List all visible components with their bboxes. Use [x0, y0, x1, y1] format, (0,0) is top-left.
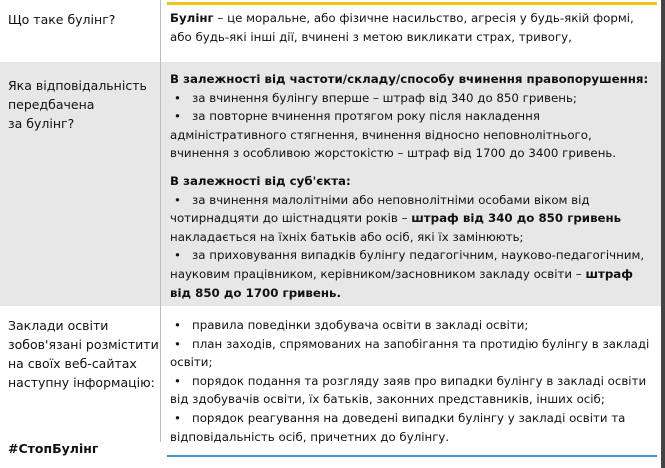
row-institutions	[0, 306, 665, 442]
bullet-mark: •	[174, 248, 181, 263]
bullet-mark: •	[174, 336, 181, 351]
list-item-text: за вчинення булінгу вперше – штраф від 340 до 850 гривень;	[192, 90, 577, 105]
list-item	[170, 107, 650, 163]
list-item-text: накладається на їхніх батьків або осіб, які їх замінюють;	[170, 229, 524, 244]
block2-heading: В залежності від суб'єкта:	[170, 173, 351, 188]
list-item	[170, 89, 650, 108]
row-definition	[0, 0, 665, 62]
list-item	[170, 191, 650, 247]
question-text: Що таке булінг?	[8, 12, 116, 27]
bullet-mark: •	[174, 318, 181, 332]
list-item-text: порядок реагування на доведені випадки булінгу у закладі освіти та відповідальність осіб, причетних до булінгу.	[170, 410, 626, 444]
list-item	[170, 409, 650, 446]
block1-heading: В залежності від частоти/складу/способу вчинення правопорушення:	[170, 72, 649, 86]
definition-text	[170, 9, 650, 46]
bullet-mark: •	[174, 373, 181, 388]
bullet-mark: •	[174, 90, 181, 105]
question-line: передбачена	[8, 97, 95, 112]
institutions-content	[170, 316, 650, 446]
list-item	[170, 372, 650, 409]
question-responsibility	[8, 76, 147, 133]
bullet-mark: •	[174, 109, 181, 124]
list-item	[170, 246, 650, 302]
list-item	[170, 335, 650, 372]
question-institutions	[8, 316, 159, 392]
responsibility-content	[170, 70, 650, 302]
question-line: Заклади освіти	[8, 318, 109, 333]
question-line: Яка відповідальність	[8, 78, 147, 93]
column-divider	[160, 0, 161, 442]
list-item-text: порядок подання та розгляду заяв про випадки булінгу в закладі освіти від здобувачів освіти, їх батьків, законних представників, інших осіб;	[170, 373, 647, 407]
fine-amount: штраф від 340 до 850 гривень	[411, 211, 622, 226]
definition-term: Булінг	[170, 11, 214, 25]
row-responsibility	[0, 62, 665, 306]
list-item-text: план заходів, спрямованих на запобігання та протидію булінгу в закладі освіти;	[170, 336, 650, 370]
question-what-is-bullying	[8, 10, 115, 29]
list-item-text: за повторне вчинення протягом року після накладення адміністративного стягнення, вчинення відносно неповнолітнього, вчинення з особливою жорстокістю – штраф від 1700 до 3400 гривень.	[170, 109, 617, 161]
fine-amount: штраф від 850 до 1700 гривень.	[170, 266, 633, 300]
question-line: на своїх веб-сайтах	[8, 356, 137, 371]
list-item	[170, 316, 650, 335]
list-item-text: правила поведінки здобувача освіти в закладі освіти;	[192, 318, 529, 332]
bullet-mark: •	[174, 410, 181, 425]
list-item-text: за приховування випадків булінгу педагогічним, науково-педагогічним, науковим працівником, керівником/засновником закладу освіти –	[170, 248, 645, 281]
list-item-text: за вчинення малолітніми або неповнолітніми особами віком від чотирнадцяти до шістнадцяти років –	[170, 192, 590, 226]
bullet-mark: •	[174, 192, 181, 207]
question-line: за булінг?	[8, 116, 75, 131]
question-line: наступну інформацію:	[8, 375, 155, 390]
definition-body: – це моральне, або фізичне насильство, агресія у будь-якій формі, або будь-які інші дії, вчинені з метою викликати страх, тривогу,	[170, 11, 634, 44]
page-edge	[661, 0, 665, 468]
hashtag: #СтопБулінг	[8, 441, 99, 456]
blue-accent-line	[167, 455, 657, 457]
question-line: зобов'язані розмістити	[8, 337, 159, 352]
